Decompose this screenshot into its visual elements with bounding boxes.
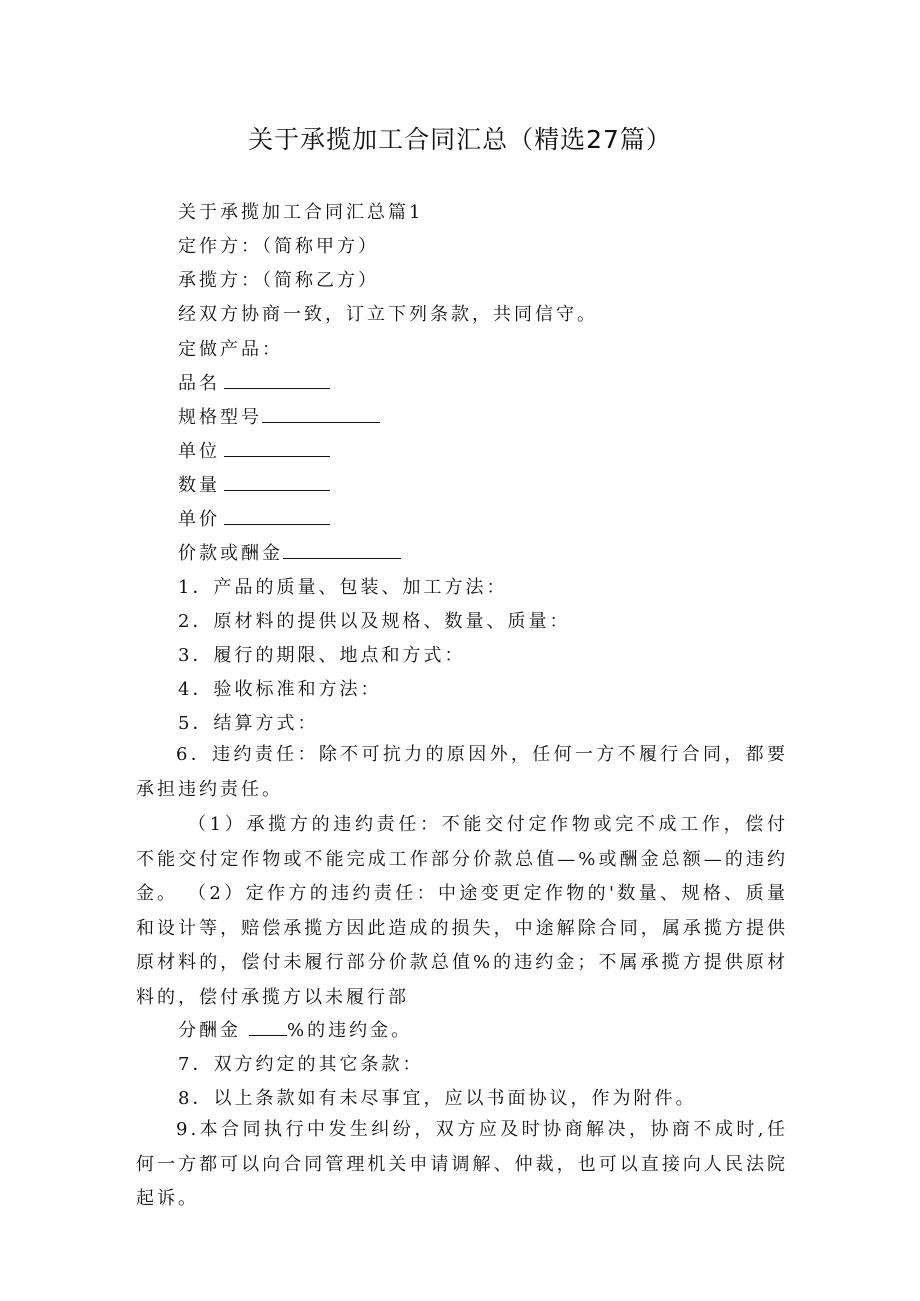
clause-4: 4．验收标准和方法：	[178, 679, 382, 700]
clause-9: 9.本合同执行中发生纠纷，双方应及时协商解决，协商不成时,任何一方都可以向合同管理机关申请调解、仲裁，也可以直接向人民法院起诉。	[136, 1119, 788, 1209]
clause-5: 5．结算方式：	[178, 713, 319, 734]
field-unit-price-blank	[224, 510, 330, 525]
field-payment-blank	[283, 544, 401, 559]
field-quantity-blank	[224, 476, 330, 491]
clause-6: 6．违约责任：除不可抗力的原因外，任何一方不履行合同，都要承担违约责任。	[136, 744, 788, 800]
field-spec	[178, 403, 380, 429]
intro-line: 经双方协商一致，订立下列条款，共同信守。	[178, 304, 598, 325]
field-unit-price-label: 单价	[178, 509, 220, 530]
field-spec-blank	[262, 408, 380, 423]
section-heading: 关于承揽加工合同汇总篇1	[178, 202, 424, 223]
clause-6-2: （2）定作方的违约责任：中途变更定作物的'数量、规格、质量和设计等，赔偿承揽方因此造成的损失，中途解除合同，属承揽方提供原材料的，偿付未履行部分价款总值%的违约金；不属承揽方提供原材料的，偿付承揽方以未履行部	[136, 883, 788, 1008]
field-unit-label: 单位	[178, 441, 220, 462]
product-heading: 定做产品：	[178, 339, 283, 360]
field-payment-label: 价款或酬金	[178, 543, 283, 564]
clause-2: 2．原材料的提供以及规格、数量、质量：	[178, 611, 571, 632]
field-unit	[178, 437, 330, 463]
field-unit-blank	[224, 442, 330, 457]
clause-8: 8．以上条款如有未尽事宜，应以书面协议，作为附件。	[178, 1088, 697, 1109]
clause-6-2-tail-suffix: %的违约金。	[287, 1020, 413, 1041]
clause-1: 1．产品的质量、包装、加工方法：	[178, 577, 508, 598]
party-a-line: 定作方：（简称甲方）	[178, 236, 379, 257]
percentage-blank	[249, 1021, 287, 1036]
clause-3: 3．履行的期限、地点和方式：	[178, 645, 466, 666]
clause-6-2-tail-prefix: 分酬金	[178, 1020, 241, 1041]
field-name-blank	[224, 374, 330, 389]
field-name	[178, 369, 330, 395]
field-payment	[178, 539, 401, 565]
clause-6-1: （1）承揽方的违约责任：不能交付定作物或完不成工作，偿付不能交付定作物或不能完成工作部分价款总值—%或酬金总额—的违约金。	[136, 814, 788, 904]
party-b-line: 承揽方：（简称乙方）	[178, 270, 379, 291]
field-quantity	[178, 471, 330, 497]
document-title: 关于承揽加工合同汇总（精选27篇）	[248, 125, 672, 154]
field-quantity-label: 数量	[178, 475, 220, 496]
field-spec-label: 规格型号	[178, 407, 262, 428]
field-unit-price	[178, 505, 330, 531]
clause-7: 7．双方约定的其它条款：	[178, 1054, 424, 1075]
field-name-label: 品名	[178, 373, 220, 394]
clause-6-2-tail	[178, 1016, 412, 1042]
